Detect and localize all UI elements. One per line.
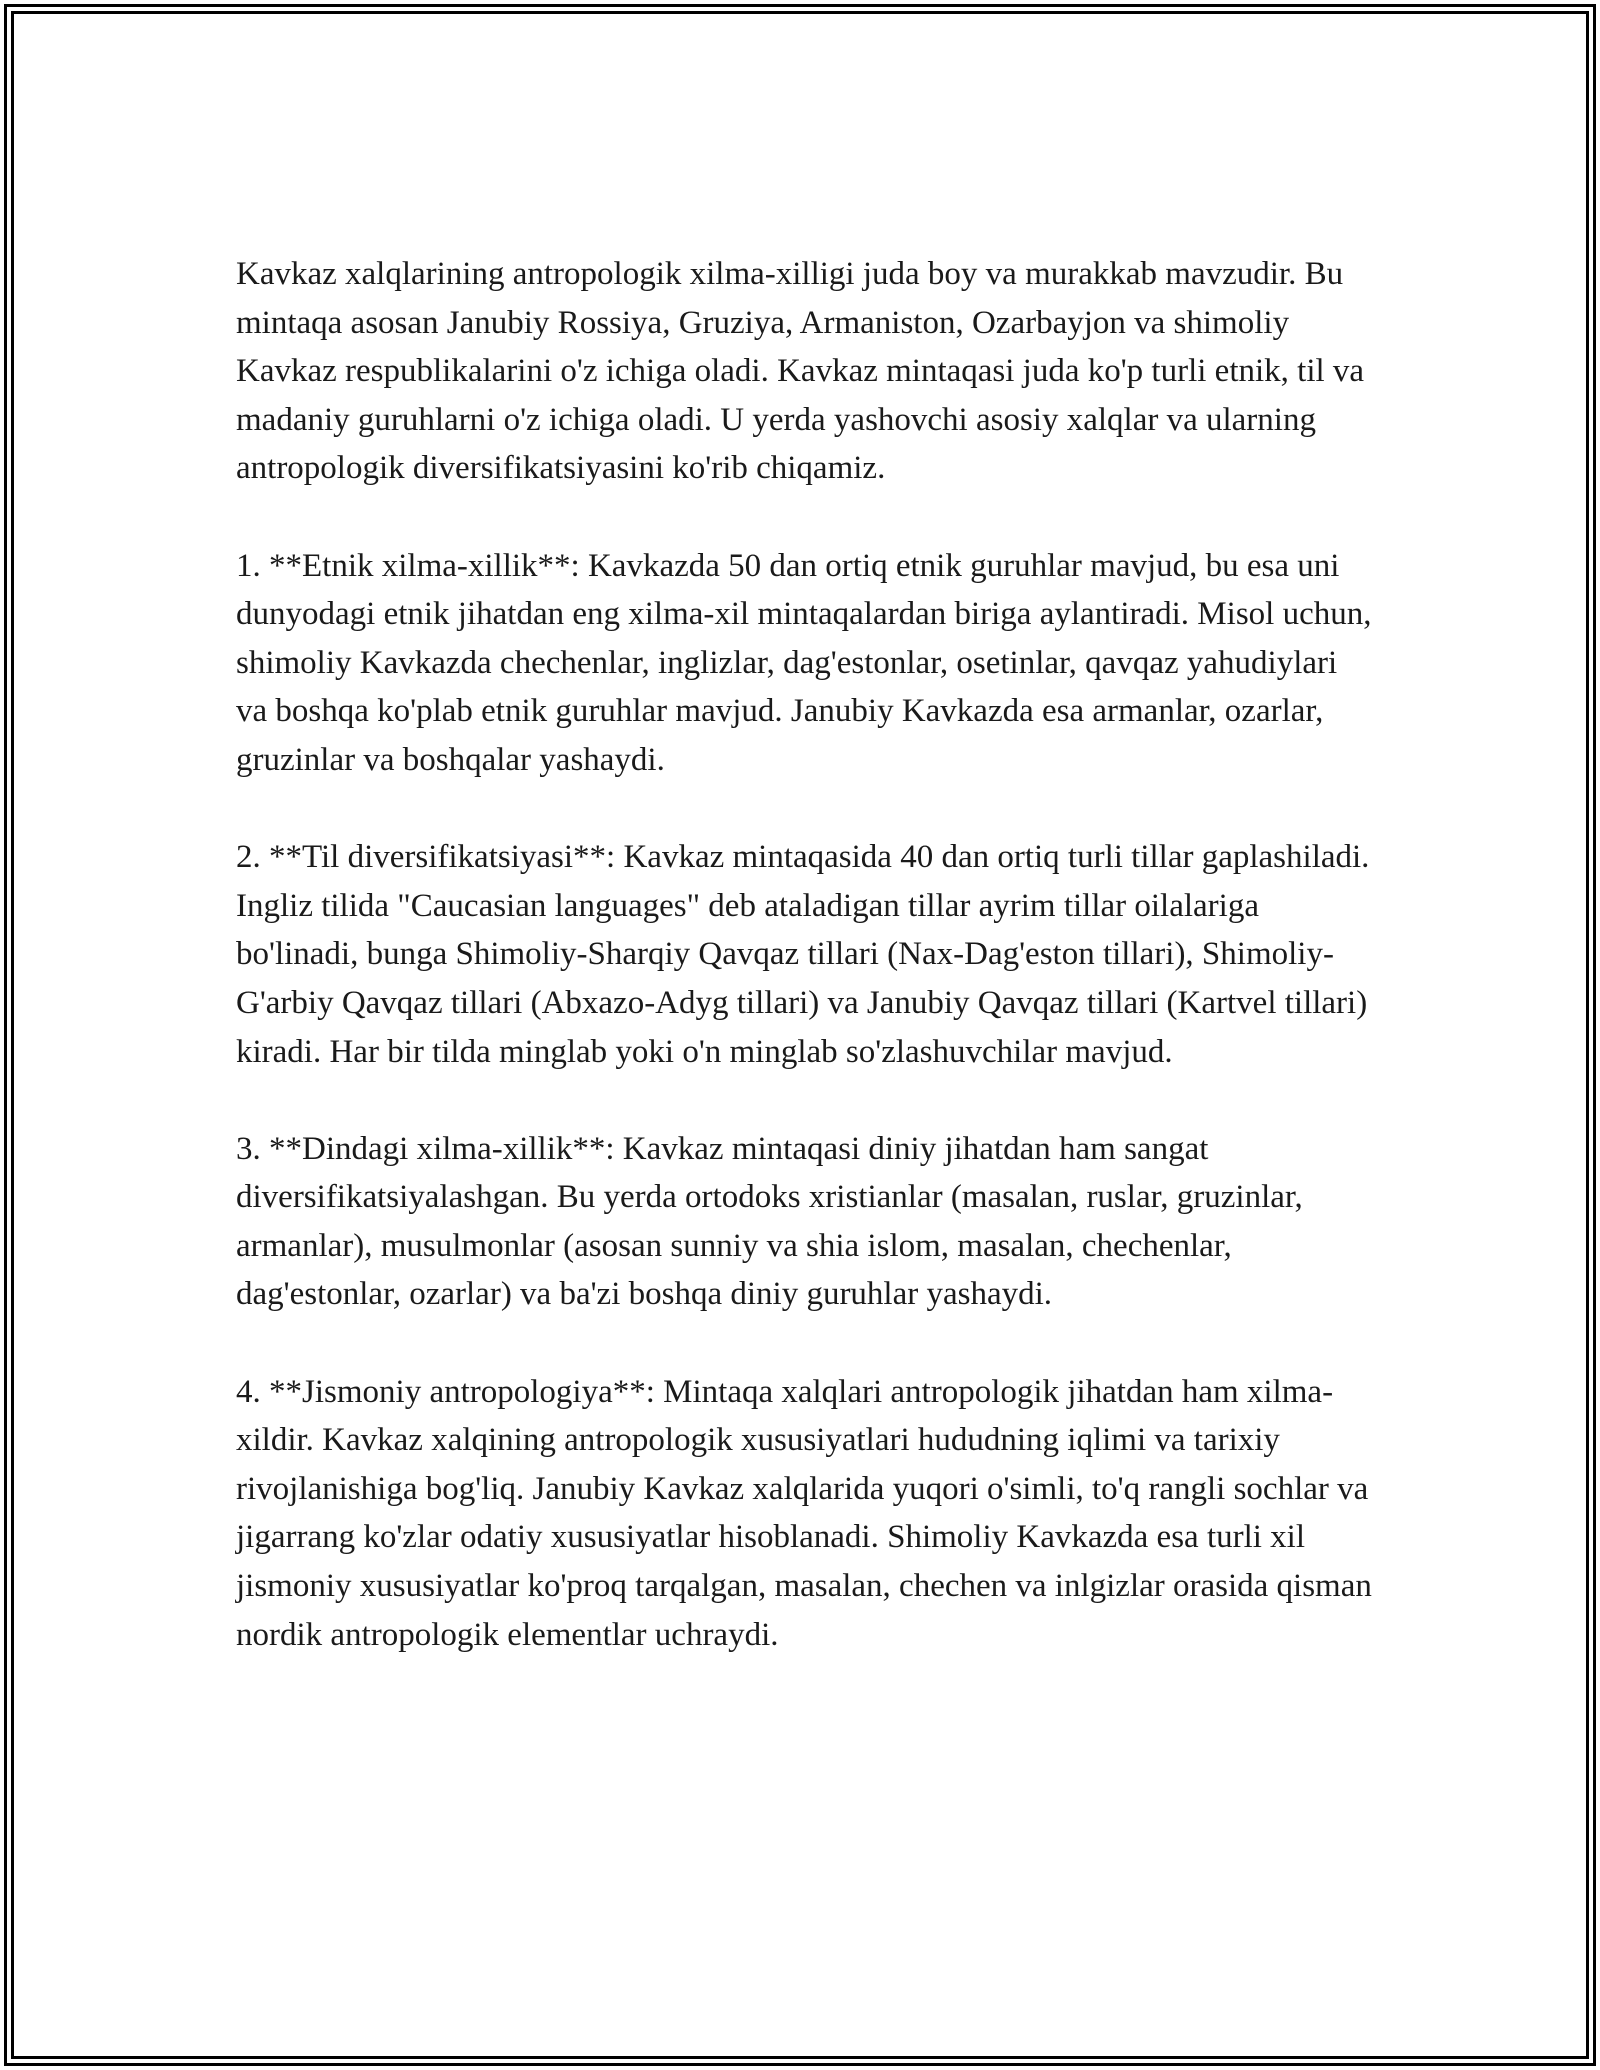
intro-paragraph: Kavkaz xalqlarining antropologik xilma-xilligi juda boy va murakkab mavzudir. Bu mintaqa asosan Janubiy Rossiya, Gruziya, Armaniston, Ozarbayjon va shimoliy Kavkaz respublikalarini o'z ichiga oladi. Kavkaz mintaqasi juda ko'p turli etnik, til va madaniy guruhlarni o'z ichiga oladi. U yerda yashovchi asosiy xalqlar va ularning antropologik diversifikatsiyasini ko'rib chiqamiz.: [236, 256, 1365, 487]
paragraph-religious-diversity: 3. **Dindagi xilma-xillik**: Kavkaz mintaqasi diniy jihatdan ham sangat diversifikatsiyalashgan. Bu yerda ortodoks xristianlar (masalan, ruslar, gruzinlar, armanlar), musulmonlar (asosan sunniy va shia islom, masalan, chechenlar, dag'estonlar, ozarlar) va ba'zi boshqa diniy guruhlar yashaydi.: [236, 1130, 1303, 1313]
paragraph-physical-anthropology: 4. **Jismoniy antropologiya**: Mintaqa xalqlari antropologik jihatdan ham xilma-xildir. Kavkaz xalqining antropologik xususiyatlari hududning iqlimi va tarixiy rivojlanishiga bog'liq. Janubiy Kavkaz xalqlarida yuqori o'simli, to'q rangli sochlar va jigarrang ko'zlar odatiy xususiyatlar hisoblanadi. Shimoliy Kavkazda esa turli xil jismoniy xususiyatlar ko'proq tarqalgan, masalan, chechen va inlgizlar orasida qisman nordik antropologik elementlar uchraydi.: [236, 1373, 1372, 1653]
document-body: [236, 250, 1376, 1708]
paragraph-language-diversity: 2. **Til diversifikatsiyasi**: Kavkaz mintaqasida 40 dan ortiq turli tillar gaplashiladi. Ingliz tilida "Caucasian languages" deb ataladigan tillar ayrim tillar oilalariga bo'linadi, bunga Shimoliy-Sharqiy Qavqaz tillari (Nax-Dag'eston tillari), Shimoliy-G'arbiy Qavqaz tillari (Abxazo-Adyg tillari) va Janubiy Qavqaz tillari (Kartvel tillari) kiradi. Har bir tilda minglab yoki o'n minglab so'zlashuvchilar mavjud.: [236, 839, 1370, 1070]
paragraph-ethnic-diversity: 1. **Etnik xilma-xillik**: Kavkazda 50 dan ortiq etnik guruhlar mavjud, bu esa uni dunyodagi etnik jihatdan eng xilma-xil mintaqalardan biriga aylantiradi. Misol uchun, shimoliy Kavkazda chechenlar, inglizlar, dag'estonlar, osetinlar, qavqaz yahudiylari va boshqa ko'plab etnik guruhlar mavjud. Janubiy Kavkazda esa armanlar, ozarlar, gruzinlar va boshqalar yashaydi.: [236, 547, 1372, 778]
